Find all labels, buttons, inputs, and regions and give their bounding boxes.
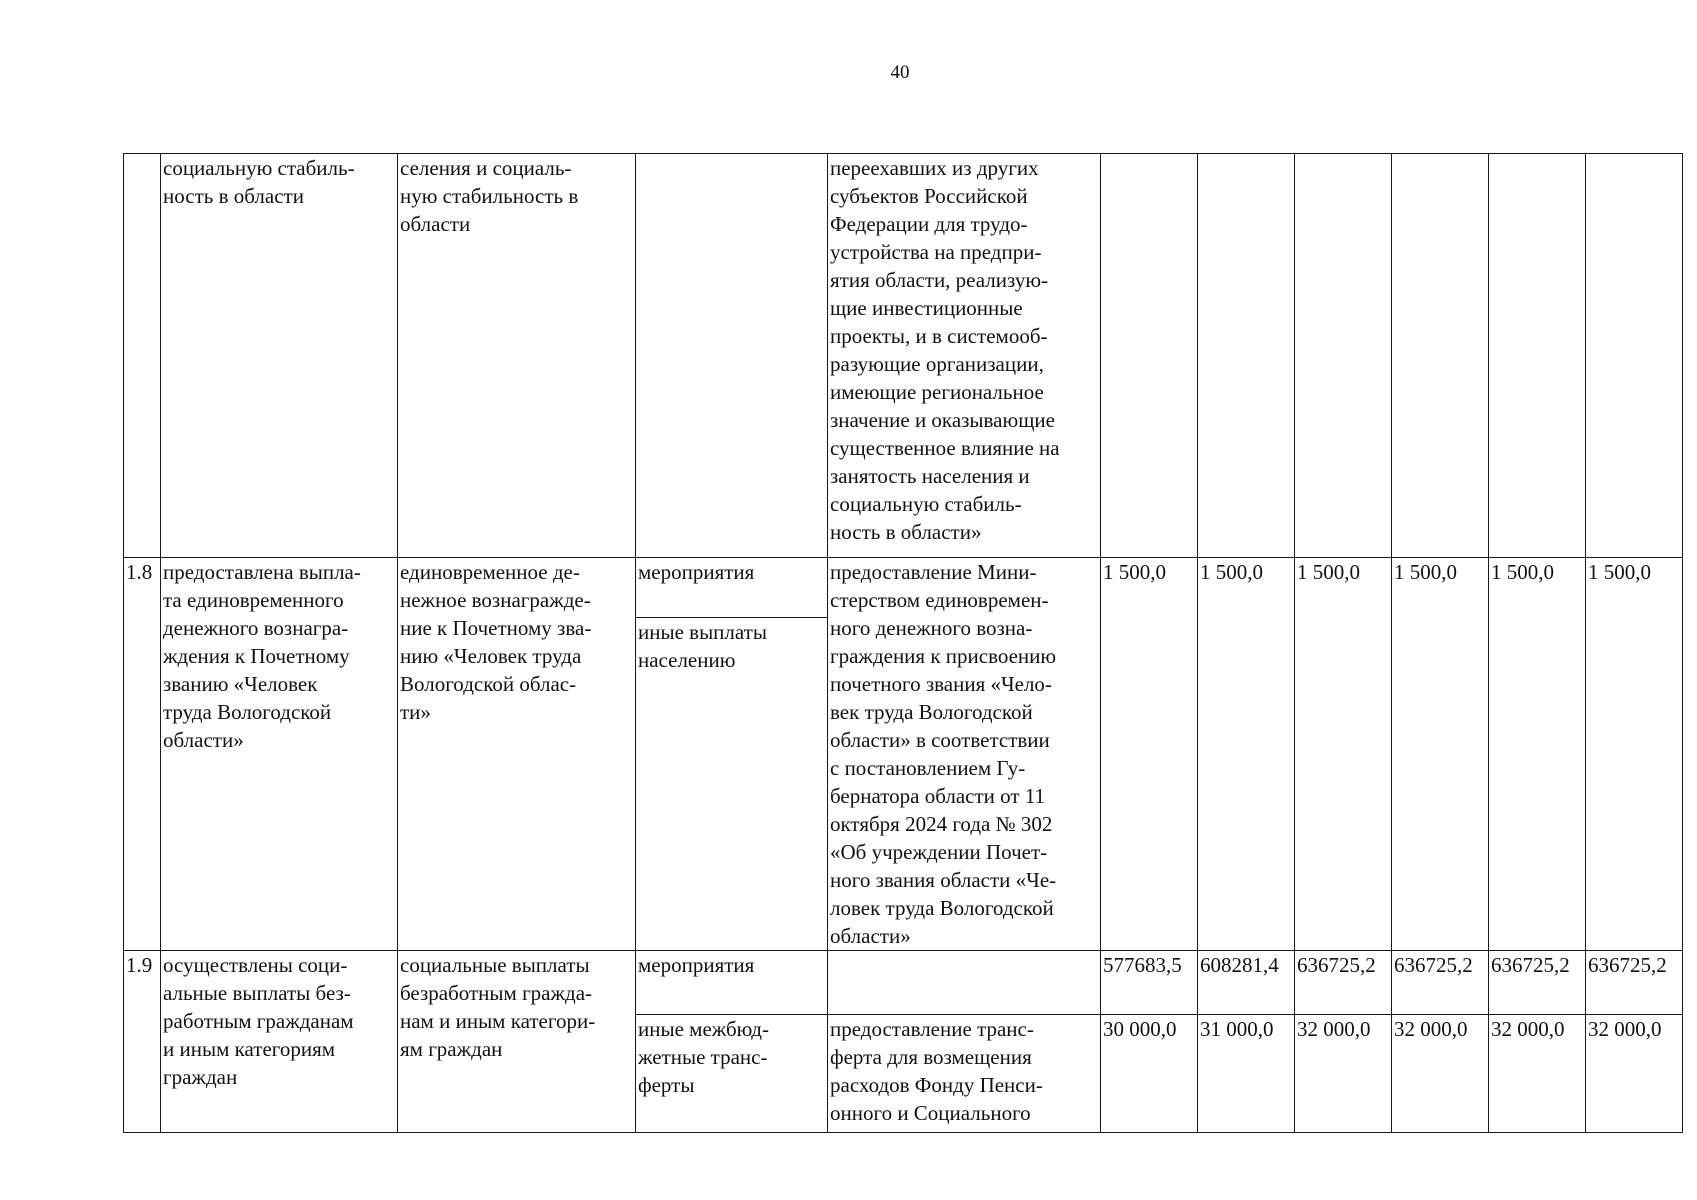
type-cell: мероприятия xyxy=(636,951,828,1015)
type-cell: иные выплаты населению xyxy=(636,617,828,950)
result-cell: осуществлены соци- альные выплаты без- работным гражданам и иным категориям граждан xyxy=(161,951,398,1133)
description-cell xyxy=(828,951,1101,1015)
value-cell xyxy=(1586,154,1683,558)
value-cell: 636725,2 xyxy=(1295,951,1392,1015)
table-row xyxy=(124,951,1683,1015)
result-cell: предоставлена выпла- та единовременного денежного вознагра- ждения к Почетному званию «Человек труда Вологодской области» xyxy=(161,558,398,951)
value-cell: 1 500,0 xyxy=(1198,558,1295,951)
value-cell: 636725,2 xyxy=(1489,951,1586,1015)
value-cell: 1 500,0 xyxy=(1392,558,1489,951)
type-cell: мероприятия xyxy=(636,558,828,618)
event-cell: единовременное де- нежное вознагражде- ние к Почетному зва- нию «Человек труда Вологодской облас- ти» xyxy=(398,558,636,951)
type-cell: иные межбюд- жетные транс- ферты xyxy=(636,1015,828,1133)
page-number: 40 xyxy=(890,62,910,83)
value-cell: 1 500,0 xyxy=(1489,558,1586,951)
value-cell: 1 500,0 xyxy=(1295,558,1392,951)
value-cell: 32 000,0 xyxy=(1392,1015,1489,1133)
description-cell: предоставление транс- ферта для возмещения расходов Фонду Пенси- онного и Социального xyxy=(828,1015,1101,1133)
value-cell xyxy=(1489,154,1586,558)
row-number-cell: 1.9 xyxy=(124,951,161,1133)
value-cell: 1 500,0 xyxy=(1101,558,1198,951)
value-cell: 636725,2 xyxy=(1586,951,1683,1015)
table-row xyxy=(124,558,1683,618)
value-cell: 32 000,0 xyxy=(1586,1015,1683,1133)
type-cell xyxy=(636,154,828,558)
event-cell: селения и социаль- ную стабильность в области xyxy=(398,154,636,558)
value-cell xyxy=(1101,154,1198,558)
row-number-cell xyxy=(124,154,161,558)
description-cell: переехавших из других субъектов Российской Федерации для трудо- устройства на предпри- ятия области, реализую- щие инвестиционные проекты, и в системооб- разующие организации, имеющие региональное значение и оказывающие существенное влияние на занятость населения и социальную стабиль- ность в области» xyxy=(828,154,1101,558)
value-cell xyxy=(1198,154,1295,558)
program-table xyxy=(123,153,1683,1133)
table-row xyxy=(124,154,1683,558)
description-cell: предоставление Мини- стерством единовремен- ного денежного возна- граждения к присвоению почетного звания «Чело- век труда Вологодской области» в соответствии с постановлением Гу- бернатора области от 11 октября 2024 года № 302 «Об учреждении Почет- ного звания области «Че- ловек труда Вологодской области» xyxy=(828,558,1101,951)
value-cell: 30 000,0 xyxy=(1101,1015,1198,1133)
value-cell: 608281,4 xyxy=(1198,951,1295,1015)
event-cell: социальные выплаты безработным гражда- нам и иным категори- ям граждан xyxy=(398,951,636,1133)
value-cell xyxy=(1392,154,1489,558)
value-cell: 31 000,0 xyxy=(1198,1015,1295,1133)
result-cell: социальную стабиль- ность в области xyxy=(161,154,398,558)
value-cell xyxy=(1295,154,1392,558)
row-number-cell: 1.8 xyxy=(124,558,161,951)
value-cell: 32 000,0 xyxy=(1295,1015,1392,1133)
value-cell: 577683,5 xyxy=(1101,951,1198,1015)
value-cell: 32 000,0 xyxy=(1489,1015,1586,1133)
value-cell: 1 500,0 xyxy=(1586,558,1683,951)
value-cell: 636725,2 xyxy=(1392,951,1489,1015)
